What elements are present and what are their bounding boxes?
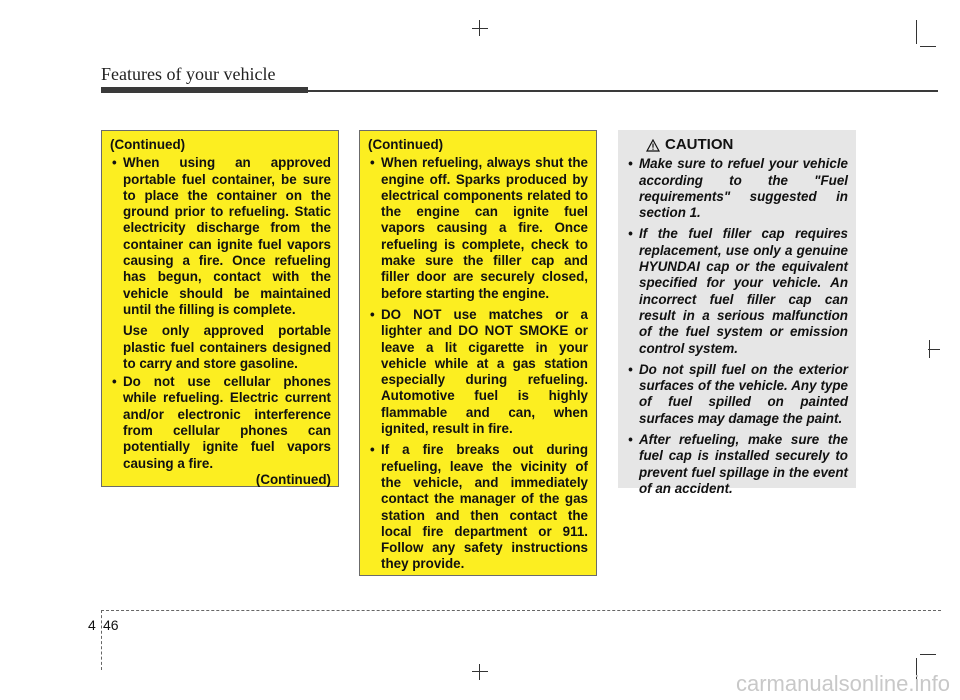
list-item — [626, 362, 848, 427]
list-item-text: When refueling, always shut the engine off. Sparks produced by electrical components related to the engine can ignite fuel vapors causing a fire. Once refueling is complete, check to make sure the filler cap and filler door are securely closed, before starting the engine. — [381, 155, 588, 301]
list-item — [368, 307, 588, 437]
list-item-text: Do not spill fuel on the exterior surfaces of the vehicle. Any type of fuel spilled on painted surfaces may damage the paint. — [639, 361, 848, 426]
caution-box — [618, 130, 856, 496]
header-rule-thin — [308, 90, 938, 92]
list-item-paragraph: Use only approved portable plastic fuel containers designed to carry and store gasoline. — [123, 323, 331, 371]
list-item — [368, 442, 588, 572]
crop-mark — [472, 671, 488, 672]
crop-mark — [920, 46, 936, 47]
list-item-text: Make sure to refuel your vehicle according to the "Fuel requirements" suggested in section 1. — [639, 156, 848, 221]
list-item — [110, 374, 331, 472]
bullet-icon: • — [370, 306, 375, 322]
list-item-text: DO NOT use matches or a lighter and DO NOT SMOKE or leave a lit cigarette in your vehicle while at a gas station especially during refueling. Automotive fuel is highly flammable and can, when ignited, result in fire. — [381, 306, 588, 437]
bullet-icon: • — [112, 155, 117, 171]
crop-mark — [479, 664, 480, 680]
list-item-text: After refueling, make sure the fuel cap is installed securely to prevent fuel spillage in the event of an accident. — [639, 432, 848, 496]
bullet-icon: • — [628, 156, 633, 172]
list-item — [626, 432, 848, 497]
caution-title: CAUTION — [665, 136, 734, 153]
continued-label: (Continued) — [368, 137, 444, 152]
note-box-left — [101, 130, 339, 487]
note-box-middle — [359, 130, 597, 576]
bullet-icon: • — [628, 432, 633, 448]
watermark: carmanualsonline.info — [735, 671, 950, 696]
list-item-text: When using an approved portable fuel container, be sure to place the container on the ground prior to refueling. Static electricity discharge from the container can ignite fuel vapors causing a fire. Once refueling has begun, contact with the vehicle should be maintained until the filling is complete. — [123, 155, 331, 317]
bullet-icon: • — [370, 155, 375, 171]
crop-mark — [920, 654, 936, 655]
list-item — [368, 155, 588, 302]
section-number: 4 — [88, 617, 96, 633]
footer-divider — [101, 610, 102, 670]
list-item-text: Do not use cellular phones while refueling. Electric current and/or electronic interference from cellular phones can potentially ignite fuel vapors causing a fire. — [123, 374, 331, 471]
list-item — [110, 155, 331, 318]
header-rule-thick — [101, 87, 308, 93]
footer-rule — [101, 610, 941, 611]
crop-mark — [928, 349, 940, 350]
list-item-text: If a fire breaks out during refueling, leave the vicinity of the vehicle, and immediately contact the manager of the gas station and then contact the local fire department or 911. Follow any safety instructions they provide. — [381, 442, 588, 572]
continued-label: (Continued) — [255, 471, 331, 487]
list-item — [626, 226, 848, 356]
list-item-text: If the fuel filler cap requires replacement, use only a genuine HYUNDAI cap or the equivalent specified for your vehicle. An incorrect fuel filler cap can result in a serious malfunction of the fuel system or emission control system. — [639, 226, 848, 356]
list-item — [626, 156, 848, 221]
page-header-title: Features of your vehicle — [101, 64, 276, 84]
bullet-icon: • — [628, 361, 633, 377]
page-number: 46 — [103, 617, 119, 633]
bullet-icon: • — [370, 442, 375, 458]
bullet-icon: • — [112, 374, 117, 390]
crop-mark — [472, 28, 488, 29]
warning-triangle-icon — [646, 139, 660, 152]
caution-header — [626, 137, 848, 153]
continued-label: (Continued) — [110, 137, 186, 152]
bullet-icon: • — [628, 226, 633, 242]
crop-mark — [916, 20, 917, 44]
